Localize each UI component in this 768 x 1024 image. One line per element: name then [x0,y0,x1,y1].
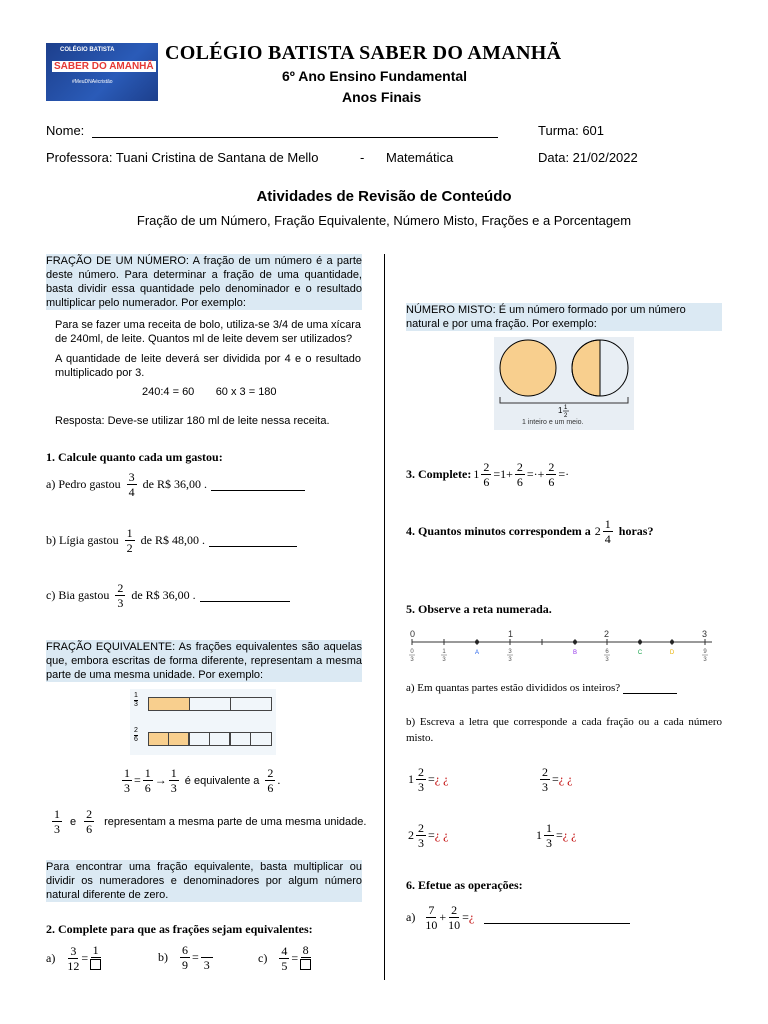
letter-C: C [637,650,643,656]
svg-text:1: 1 [564,405,568,411]
svg-text:3: 3 [703,657,707,663]
q1a: a) Pedro gastou $\frac{3}{4}$ de R$ 36,00 . [46,471,305,498]
definition-fraction-of-number: FRAÇÃO DE UM NÚMERO: A fração de um número é a parte deste número. Para determinar a fração de uma quantidade, basta dividir essa quantidade pelo denominador e o resultado multiplicar pelo numerador. Por exemplo: [46,255,362,309]
letter-B: B [572,650,578,656]
class-label: Turma: 601 [538,123,605,138]
fraction-bars-figure: 1 3 2 6 [130,689,276,755]
answer-box[interactable] [300,959,311,970]
subject: Matemática [386,150,454,165]
example-calc: 240:4 = 60 60 x 3 = 180 [142,386,277,398]
school-name: COLÉGIO BATISTA SABER DO AMANHÃ [165,42,562,64]
definition-mixed-number: NÚMERO MISTO: É um número formado por um número natural e por uma fração. Por exemplo: [406,303,722,331]
letter-D: D [669,650,675,656]
svg-text:6: 6 [605,649,609,655]
q5b-item-2: $\frac{2}{3}$ = ¿ ¿ [542,765,573,794]
letter-A: A [474,650,480,656]
q5b-item-4: 1 $\frac{1}{3}$ = ¿ ¿ [536,821,577,850]
svg-text:3: 3 [410,657,414,663]
answer-placeholder[interactable]: ¿ ¿ [558,772,573,786]
q5a-answer-line[interactable] [623,682,677,694]
q1b-answer-line[interactable] [209,534,297,547]
class-value: 601 [582,123,605,138]
name-field[interactable] [92,137,498,138]
example-answer: Resposta: Deve-se utilizar 180 ml de leite nessa receita. [55,415,330,427]
tick-3: 3 [702,629,708,639]
svg-text:3: 3 [508,649,512,655]
teacher: Professora: Tuani Cristina de Santana de Mello [46,150,319,165]
svg-text:0: 0 [410,649,414,655]
page-title: Atividades de Revisão de Conteúdo [256,188,512,205]
question-4: 4. Quantos minutos correspondem a 2 $\frac{1}{4}$ horas? [406,517,654,546]
question-5a: a) Em quantas partes estão divididos os inteiros? [406,682,677,694]
example-explanation: A quantidade de leite deverá ser dividida por 4 e o resultado multiplicado por 3. [55,353,361,379]
question-6: 6. Efetue as operações: [406,878,523,892]
answer-placeholder[interactable]: ¿ ¿ [434,828,449,842]
answer-placeholder[interactable]: ¿ ¿ [434,772,449,786]
tick-0: 0 [410,629,416,639]
svg-text:2: 2 [564,413,568,419]
mixed-number-figure [494,337,634,430]
level: Anos Finais [342,89,422,105]
q2a: a) $\frac{3}{12}$ = 1 [46,944,103,972]
grade: 6º Ano Ensino Fundamental [282,68,468,84]
svg-text:1: 1 [558,406,563,415]
svg-text:3: 3 [442,657,446,663]
column-divider [384,254,385,980]
number-line [400,627,720,667]
q2c: c) $\frac{4}{5}$ = 8 [258,944,313,972]
question-5: 5. Observe a reta numerada. [406,602,552,616]
definition-find-equivalent: Para encontrar uma fração equivalente, basta multiplicar ou dividir os numeradores e denominadores por algum número natural diferente de zero. [46,861,362,901]
q1b: b) Lígia gastou $\frac{1}{2}$ de R$ 48,00 . [46,527,297,554]
question-5b: b) Escreva a letra que corresponde a cada fração ou a cada número misto. [406,716,722,744]
question-1: 1. Calcule quanto cada um gastou: [46,450,223,464]
svg-text:1: 1 [442,649,446,655]
q2b: b) $\frac{6}{9}$ = 3 [158,944,215,971]
q1c: c) Bia gastou $\frac{2}{3}$ de R$ 36,00 . [46,582,290,609]
figure-caption: 1 inteiro e um meio. [522,419,584,426]
svg-text:9: 9 [703,649,707,655]
name-label: Nome: [46,123,85,138]
q5b-item-3: 2 $\frac{2}{3}$ = ¿ ¿ [408,821,449,850]
question-3: 3. Complete: 1 $\frac{2}{6}$ =1+ $\frac{2}{6}$ =·+ $\frac{2}{6}$ =· [406,460,570,489]
date: Data: 21/02/2022 [538,150,638,165]
logo-tag: #MeuDNAécristão [72,79,113,85]
equivalence-statement: $\frac{1}{3}$ e $\frac{2}{6}$ representam a mesma parte de uma mesma unidade. [54,807,367,836]
answer-box[interactable] [90,959,101,970]
q6a-answer-line[interactable] [484,911,630,924]
circles-svg [494,337,634,430]
svg-text:3: 3 [508,657,512,663]
tick-2: 2 [604,629,610,639]
definition-equivalent-fraction: FRAÇÃO EQUIVALENTE: As frações equivalentes são aquelas que, embora escritas de forma diferente, representam a mesma parte de uma mesma unidade. Por exemplo: [46,641,362,681]
page-subtitle: Fração de um Número, Fração Equivalente, Número Misto, Frações e a Porcentagem [136,213,632,228]
tick-1: 1 [508,629,514,639]
question-2: 2. Complete para que as frações sejam equivalentes: [46,922,313,936]
svg-text:3: 3 [605,657,609,663]
example-text: Para se fazer uma receita de bolo, utiliza-se 3/4 de uma xícara de 240ml, de leite. Quantos ml de leite devem ser utilizados? [55,319,361,345]
separator-dash: - [360,150,365,165]
equivalence-example: $\frac{1}{3}$ = $\frac{1}{6}$ → $\frac{1}{3}$ é equivalente a $\frac{2}{6}$ . [124,766,281,795]
logo-text-main: SABER DO AMANHÃ [54,61,154,72]
school-logo [46,43,158,101]
q5b-item-1: 1 $\frac{2}{3}$ = ¿ ¿ [408,765,449,794]
logo-text-top: COLÉGIO BATISTA [60,47,115,53]
q6a: a) $\frac{7}{10}$ + $\frac{2}{10}$ = ¿ [406,904,630,931]
answer-placeholder[interactable]: ¿ ¿ [562,828,577,842]
answer-blank[interactable] [201,944,213,958]
q1a-answer-line[interactable] [211,478,305,491]
q1c-answer-line[interactable] [200,589,290,602]
